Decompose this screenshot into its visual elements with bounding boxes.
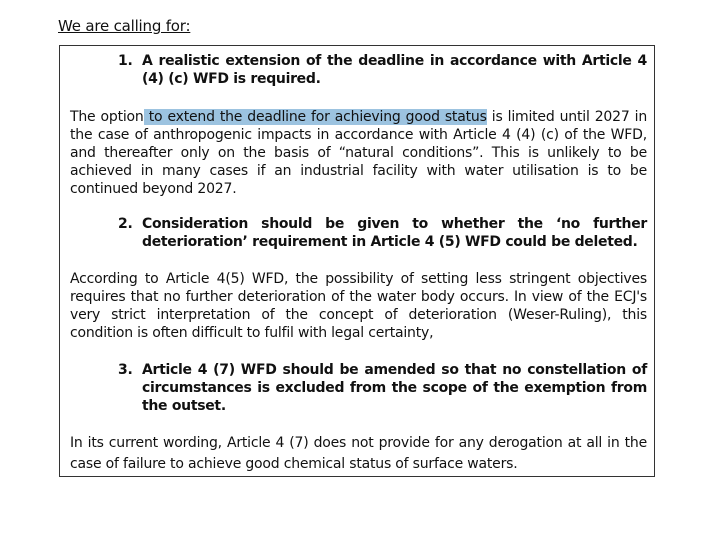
paragraph-text: is limited until 2027 in the case of anthropogenic impacts in accordance with Article 4 (4) (c) of the WFD, and thereafter only on the basis of “natural conditions”. This is unlikely to be achieved in many cases if an industrial facility with water utilisation is to be continued beyond 2027.: [70, 109, 648, 197]
item-number: 3.: [118, 362, 133, 378]
paragraph-derogation: In its current wording, Article 4 (7) does not provide for any derogation at all in the case of failure to achieve good chemical status of surface waters.: [70, 435, 647, 472]
paragraph-deadline: [70, 108, 647, 198]
paragraph-text: The option: [70, 109, 144, 125]
highlighted-text[interactable]: to extend the deadline for achieving good status: [143, 109, 487, 125]
item-text: Article 4 (7) WFD should be amended so that no constellation of circumstances is excluded from the scope of the exemption from the outset.: [142, 362, 647, 414]
paragraph-deterioration: According to Article 4(5) WFD, the possibility of setting less stringent objectives requires that no further deterioration of the water body occurs. In view of the ECJ's very strict interpretation of the concept of deterioration (Weser-Ruling), this condition is often difficult to fulfil with legal certainty,: [70, 271, 647, 341]
demand-item-3: [118, 361, 647, 415]
item-text: A realistic extension of the deadline in accordance with Article 4 (4) (c) WFD is required.: [142, 53, 647, 87]
section-heading: We are calling for:: [58, 17, 191, 35]
item-number: 2.: [118, 216, 133, 232]
demand-item-2: [118, 215, 647, 251]
item-text: Consideration should be given to whether the ‘no further deterioration’ requirement in Article 4 (5) WFD could be deleted.: [142, 216, 647, 250]
demands-box: [59, 45, 655, 477]
demand-item-1: [118, 52, 647, 88]
item-number: 1.: [118, 53, 133, 69]
